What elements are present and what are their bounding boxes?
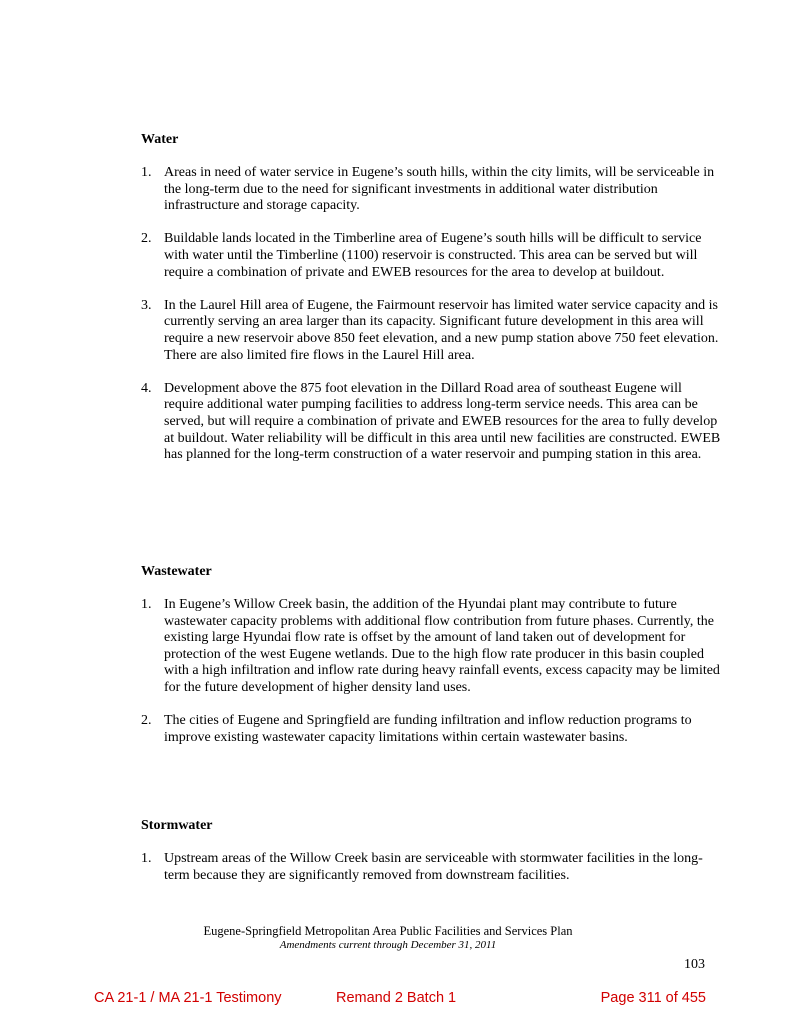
item-number: 2. [141,713,152,729]
stamp-page: Page 311 of 455 [600,990,706,1006]
item-text: Areas in need of water service in Eugene’s south hills, within the city limits, will be serviceable in the long-term due to the need for significant investments in additional water distribution infrastructure and storage capacity. [164,165,715,214]
wastewater-list [141,597,721,763]
item-number: 2. [141,231,152,247]
item-text: In Eugene’s Willow Creek basin, the addition of the Hyundai plant may contribute to future wastewater capacity problems with additional flow contribution from future phases. Currently, the existing large Hyundai flow rate is offset by the amount of land taken out of development for protection of the west Eugene wetlands. Due to the high flow rate producer in this basin coupled with a high infiltration and inflow rate during heavy rainfall events, excess capacity may be limited for the future development of higher density land uses. [164,597,720,695]
list-item [141,381,721,464]
wastewater-heading: Wastewater [141,564,212,579]
water-heading: Water [141,132,179,147]
item-text: Buildable lands located in the Timberline area of Eugene’s south hills will be difficult to service with water until the Timberline (1100) reservoir is constructed. This area can be served but will require a combination of private and EWEB resources for the area to develop at buildout. [164,231,702,280]
item-number: 1. [141,165,152,180]
stamp-case: CA 21-1 / MA 21-1 Testimony [94,990,282,1006]
list-item [141,165,721,215]
item-text: Development above the 875 foot elevation in the Dillard Road area of southeast Eugene will require additional water pumping facilities to address long-term service needs. This area can be served, but will require a combination of private and EWEB resources for the area to fully develop at buildout. Water reliability will be difficult in this area until new facilities are constructed. EWEB has planned for the long-term construction of a water reservoir and pumping station in this area. [164,380,721,463]
item-number: 3. [141,297,152,313]
stamp-batch: Remand 2 Batch 1 [336,990,457,1006]
item-number: 4. [141,380,152,396]
item-text: Upstream areas of the Willow Creek basin are serviceable with stormwater facilities in the long-term because they are significantly removed from downstream facilities. [164,851,703,883]
page-number: 103 [684,957,705,972]
list-item [141,851,721,884]
item-text: In the Laurel Hill area of Eugene, the Fairmount reservoir has limited water service capacity and is currently serving an area larger than its capacity. Significant future development in this area will require a new reservoir above 850 feet elevation, and a new pump station above 750 feet elevation. There are also limited fire flows in the Laurel Hill area. [164,297,719,363]
list-item [141,713,721,746]
list-item [141,231,721,281]
footer-amendments-note: Amendments current through December 31, 2011 [279,939,497,951]
stormwater-heading: Stormwater [141,818,213,833]
item-number: 1. [141,597,152,612]
water-list [141,165,721,480]
list-item [141,597,721,697]
list-item [141,298,721,364]
item-number: 1. [141,851,152,866]
item-text: The cities of Eugene and Springfield are funding infiltration and inflow reduction programs to improve existing wastewater capacity limitations within certain wastewater basins. [164,713,692,745]
footer-plan-title: Eugene-Springfield Metropolitan Area Public Facilities and Services Plan [203,924,573,938]
stormwater-list [141,851,721,901]
